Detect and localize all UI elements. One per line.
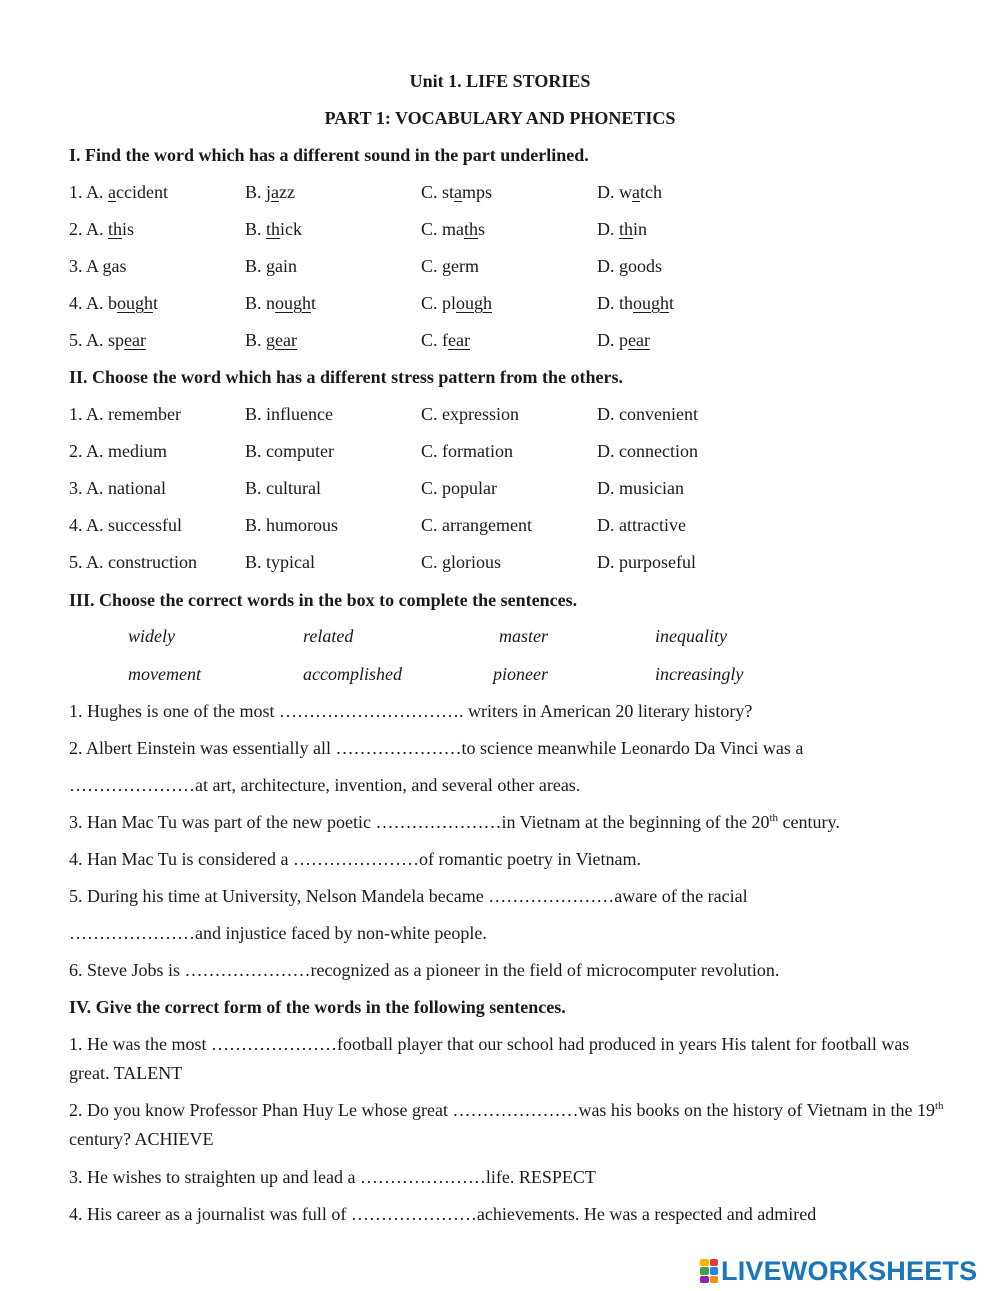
question-1: 1. He was the most …………………football player that our school had produced in years His talent for football was great. TALENT xyxy=(69,1034,910,1083)
logo-text: LIVEWORKSHEETS xyxy=(721,1255,978,1286)
box-word: movement xyxy=(128,664,201,684)
sec2-option: C. arrangement xyxy=(421,515,532,535)
section-3-heading: III. Choose the correct words in the box to complete the sentences. xyxy=(69,590,578,610)
sec2-option: 1. A. remember xyxy=(69,404,181,424)
sentence-4: 4. Han Mac Tu is considered a …………………of romantic poetry in Vietnam. xyxy=(69,849,642,869)
sentence-6: 6. Steve Jobs is …………………recognized as a pioneer in the field of microcomputer revolution. xyxy=(69,960,780,980)
sec1-option: 5. A. spear xyxy=(69,330,146,350)
sec1-option: C. stamps xyxy=(421,182,493,202)
unit-title: Unit 1. LIFE STORIES xyxy=(409,71,591,91)
question-2: 2. Do you know Professor Phan Huy Le whose great …………………was his books on the history of Vietnam in the 19th century? ACHIEVE xyxy=(69,1100,944,1149)
box-word: widely xyxy=(128,626,175,646)
sec1-option: 1. A. accident xyxy=(69,182,168,202)
sec1-option: 2. A. this xyxy=(69,219,135,239)
sentence-3: 3. Han Mac Tu was part of the new poetic …………………in Vietnam at the beginning of the 20th century. xyxy=(69,812,840,832)
sec1-option: B. gain xyxy=(245,256,297,276)
sec2-option: C. expression xyxy=(421,404,519,424)
sec2-option: 5. A. construction xyxy=(69,552,197,572)
sentence-5a: 5. During his time at University, Nelson Mandela became …………………aware of the racial xyxy=(69,886,748,906)
liveworksheets-icon xyxy=(700,1259,718,1283)
sec1-option: D. thin xyxy=(597,219,648,239)
sec2-option: B. computer xyxy=(245,441,334,461)
sentence-1: 1. Hughes is one of the most …………………………. writers in American 20 literary history? xyxy=(69,701,753,721)
sec2-option: D. musician xyxy=(597,478,684,498)
sec2-option: D. purposeful xyxy=(597,552,696,572)
sec1-option: 4. A. bought xyxy=(69,293,159,313)
sec2-option: C. formation xyxy=(421,441,513,461)
sec1-option: D. goods xyxy=(597,256,663,276)
sec1-option: B. jazz xyxy=(245,182,295,202)
sec2-option: B. cultural xyxy=(245,478,321,498)
sec2-option: D. convenient xyxy=(597,404,698,424)
sec1-option: C. maths xyxy=(421,219,486,239)
sec1-option: 3. A gas xyxy=(69,256,127,276)
sec2-option: 2. A. medium xyxy=(69,441,167,461)
sec1-option: B. thick xyxy=(245,219,303,239)
liveworksheets-logo[interactable] xyxy=(700,1255,978,1286)
sentence-2a: 2. Albert Einstein was essentially all …………………to science meanwhile Leonardo Da Vinci was a xyxy=(69,738,804,758)
section-2-heading: II. Choose the word which has a different stress pattern from the others. xyxy=(69,367,623,387)
box-word: accomplished xyxy=(303,664,402,684)
part-title: PART 1: VOCABULARY AND PHONETICS xyxy=(324,108,676,128)
section-4-heading: IV. Give the correct form of the words in the following sentences. xyxy=(69,997,566,1017)
box-word: related xyxy=(303,626,354,646)
section-1-heading: I. Find the word which has a different sound in the part underlined. xyxy=(69,145,589,165)
sec1-option: B. nought xyxy=(245,293,317,313)
sec1-option: C. fear xyxy=(421,330,470,350)
question-4: 4. His career as a journalist was full of …………………achievements. He was a respected and admired xyxy=(69,1204,817,1224)
box-word: increasingly xyxy=(655,664,744,684)
sec2-option: D. connection xyxy=(597,441,698,461)
sec2-option: 3. A. national xyxy=(69,478,166,498)
box-word: pioneer xyxy=(493,664,548,684)
sec1-option: D. watch xyxy=(597,182,662,202)
sec1-option: C. plough xyxy=(421,293,493,313)
sec2-option: D. attractive xyxy=(597,515,686,535)
sec1-option: D. thought xyxy=(597,293,675,313)
sentence-5b: …………………and injustice faced by non-white people. xyxy=(69,923,487,943)
sec1-option: C. germ xyxy=(421,256,479,276)
sec2-option: C. popular xyxy=(421,478,497,498)
sentence-2b: …………………at art, architecture, invention, and several other areas. xyxy=(69,775,581,795)
sec2-option: B. influence xyxy=(245,404,333,424)
sec1-option: B. gear xyxy=(245,330,297,350)
sec2-option: B. humorous xyxy=(245,515,339,535)
question-3: 3. He wishes to straighten up and lead a …………………life. RESPECT xyxy=(69,1167,596,1187)
box-word: inequality xyxy=(655,626,727,646)
sec2-option: C. glorious xyxy=(421,552,502,572)
sec2-option: 4. A. successful xyxy=(69,515,182,535)
box-word: master xyxy=(499,626,548,646)
sec2-option: B. typical xyxy=(245,552,315,572)
sec1-option: D. pear xyxy=(597,330,650,350)
